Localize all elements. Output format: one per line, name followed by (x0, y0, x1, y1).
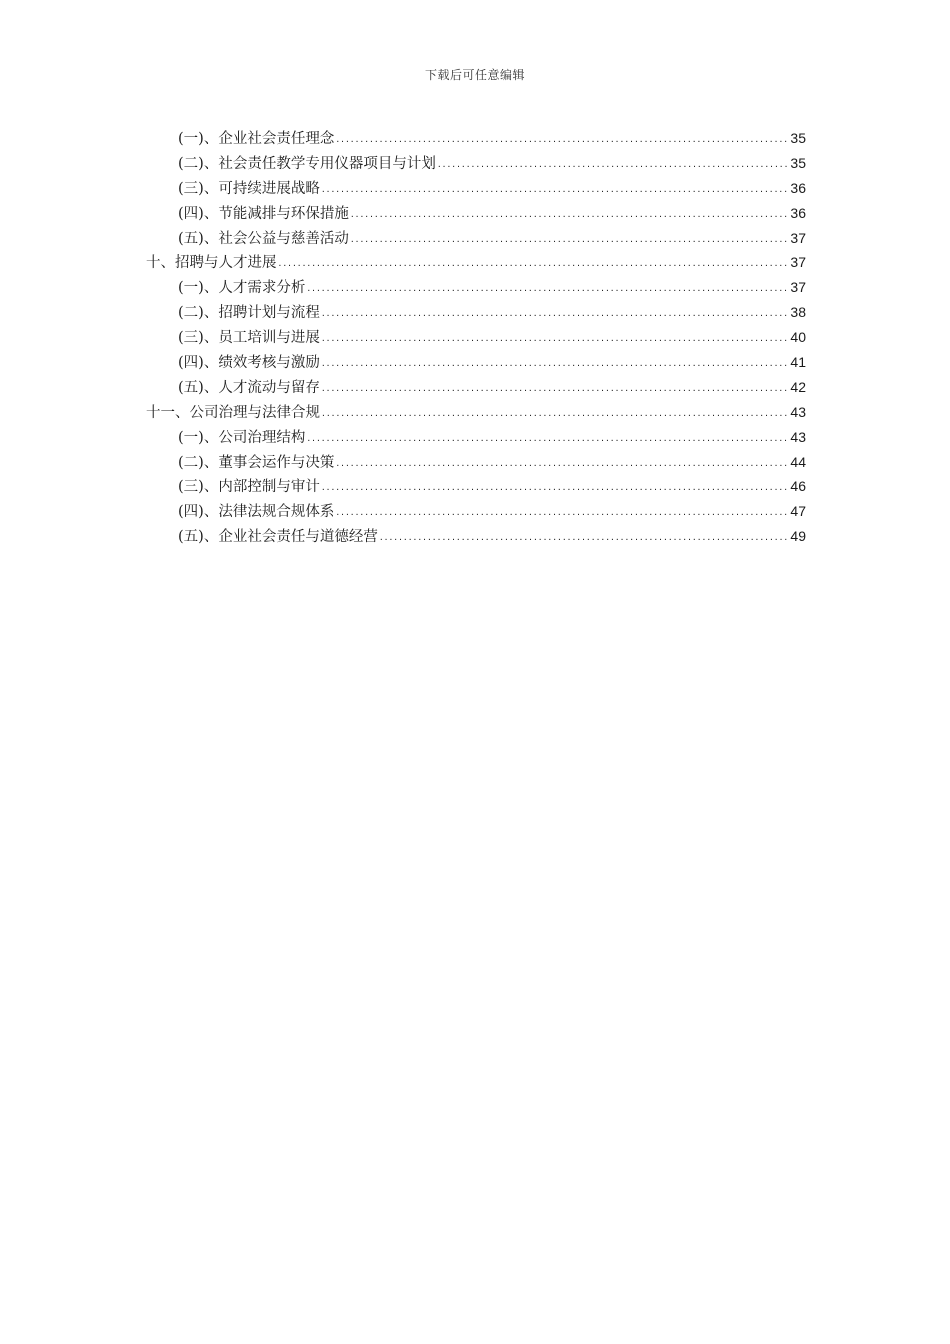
toc-entry-title: (五)、人才流动与留存 (178, 379, 320, 396)
toc-page-number: 42 (790, 378, 806, 395)
toc-dot-leader (306, 277, 789, 302)
toc-dot-leader (321, 402, 789, 427)
page-header-note: 下载后可任意编辑 (424, 68, 525, 82)
toc-entry[interactable] (146, 176, 806, 201)
toc-dot-leader (321, 178, 790, 203)
toc-page-number: 43 (790, 403, 806, 420)
toc-page-number: 37 (790, 279, 806, 296)
toc-dot-leader (335, 501, 789, 526)
toc-entry[interactable] (146, 126, 806, 151)
toc-dot-leader (321, 327, 790, 352)
toc-entry-title: 十一、公司治理与法律合规 (146, 404, 320, 421)
toc-entry-title: (三)、可持续进展战略 (178, 180, 320, 197)
toc-dot-leader (335, 452, 789, 477)
toc-entry-title: (三)、内部控制与审计 (178, 479, 320, 496)
toc-page-number: 47 (790, 503, 806, 520)
toc-entry-title: (五)、企业社会责任与道德经营 (178, 529, 378, 546)
toc-entry[interactable] (146, 151, 806, 176)
toc-entry[interactable] (146, 226, 806, 251)
toc-page-number: 41 (790, 354, 806, 371)
table-of-contents (146, 126, 806, 549)
toc-entry-title: (一)、人才需求分析 (178, 280, 306, 297)
toc-dot-leader (321, 377, 790, 402)
toc-entry-title: (四)、法律法规合规体系 (178, 504, 335, 521)
toc-entry-title: (二)、社会责任教学专用仪器项目与计划 (178, 155, 436, 172)
toc-entry[interactable] (146, 325, 806, 350)
toc-entry[interactable] (146, 499, 806, 524)
toc-dot-leader (306, 427, 789, 452)
toc-dot-leader (335, 128, 789, 153)
toc-page-number: 43 (790, 428, 806, 445)
toc-dot-leader (321, 302, 790, 327)
toc-entry-title: (二)、董事会运作与决策 (178, 454, 335, 471)
toc-page-number: 36 (790, 204, 806, 221)
toc-entry[interactable] (146, 275, 806, 300)
toc-page-number: 40 (790, 329, 806, 346)
toc-entry[interactable] (146, 350, 806, 375)
toc-entry-title: (四)、节能减排与环保措施 (178, 205, 349, 222)
toc-dot-leader (321, 352, 790, 377)
toc-entry-title: (三)、员工培训与进展 (178, 330, 320, 347)
toc-entry-title: (二)、招聘计划与流程 (178, 305, 320, 322)
toc-entry-title: (一)、公司治理结构 (178, 429, 306, 446)
toc-entry[interactable] (146, 425, 806, 450)
toc-page-number: 38 (790, 304, 806, 321)
toc-dot-leader (350, 203, 790, 228)
toc-entry[interactable] (146, 201, 806, 226)
toc-dot-leader (437, 153, 790, 178)
toc-dot-leader (379, 526, 790, 551)
toc-page-number: 35 (790, 130, 806, 146)
toc-dot-leader (321, 476, 790, 501)
toc-page-number: 36 (790, 179, 806, 196)
toc-page-number: 37 (790, 229, 806, 246)
toc-entry-title: (五)、社会公益与慈善活动 (178, 230, 349, 247)
toc-entry[interactable] (146, 375, 806, 400)
toc-entry[interactable] (146, 450, 806, 475)
toc-entry-title: 十、招聘与人才进展 (146, 255, 277, 272)
toc-page-number: 37 (790, 254, 806, 271)
toc-page-number: 46 (790, 478, 806, 495)
toc-page-number: 44 (790, 453, 806, 470)
toc-chapter-entry[interactable] (146, 400, 806, 425)
toc-page-number: 49 (790, 528, 806, 545)
toc-chapter-entry[interactable] (146, 250, 806, 275)
toc-dot-leader (350, 228, 790, 253)
toc-page-number: 35 (790, 154, 806, 171)
toc-entry-title: (一)、企业社会责任理念 (178, 131, 335, 147)
toc-entry[interactable] (146, 524, 806, 549)
toc-entry[interactable] (146, 474, 806, 499)
toc-entry[interactable] (146, 300, 806, 325)
toc-dot-leader (278, 252, 790, 277)
toc-entry-title: (四)、绩效考核与激励 (178, 355, 320, 372)
